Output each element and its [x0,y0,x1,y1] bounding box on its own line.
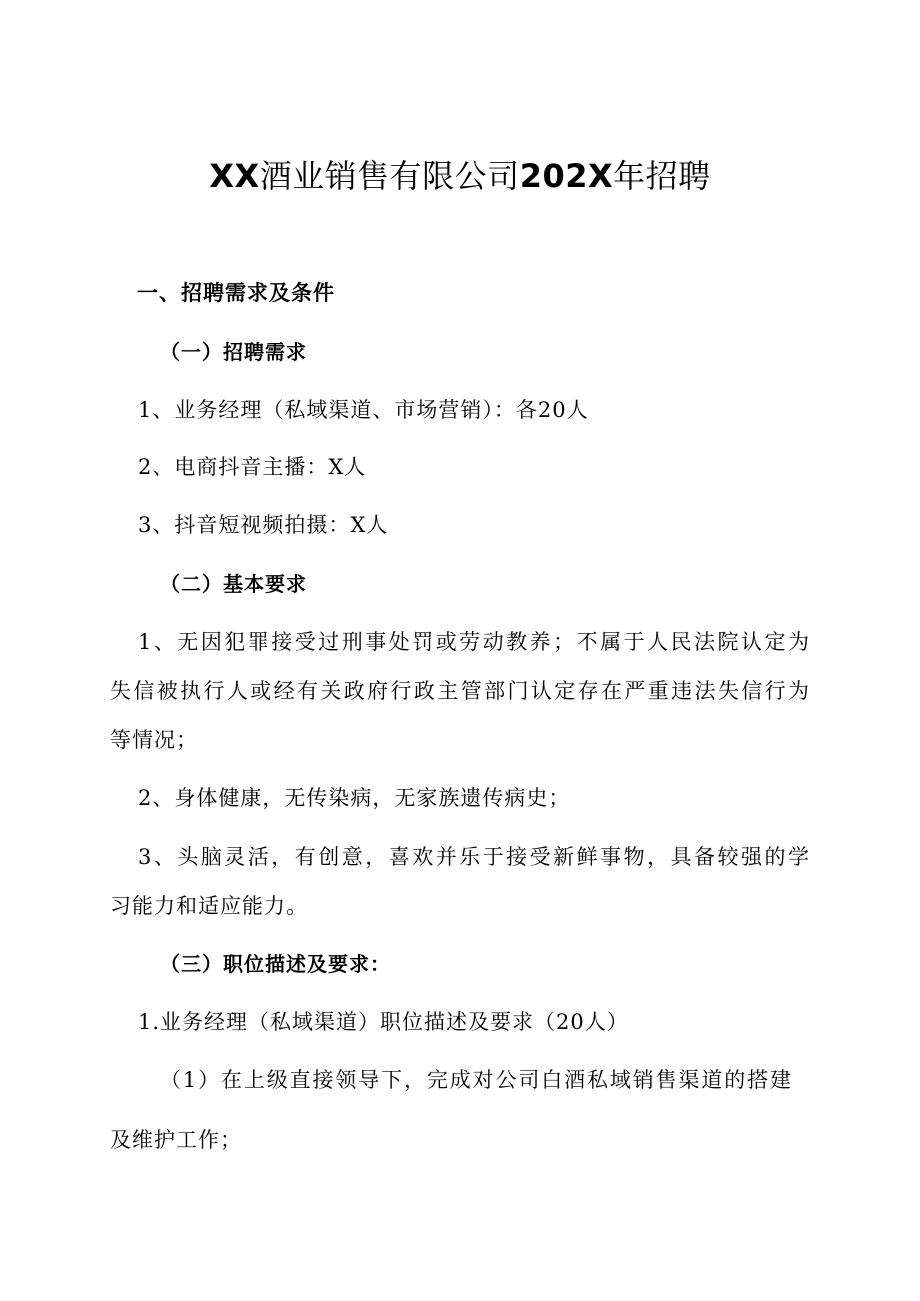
requirement-1-line-2: 失信被执行人或经有关政府行政主管部门认定存在严重违法失信行为 [110,679,810,703]
title-part-recruit: 年招聘 [613,157,711,195]
demand-item: 2、电商抖音主播：X人 [138,455,367,479]
title-part-company: 酒业销售有限公司 [259,157,520,195]
section1-heading: 一、招聘需求及条件 [137,281,335,305]
requirement-1-line-1: 1、无因犯罪接受过刑事处罚或劳动教养；不属于人民法院认定为 [138,630,810,654]
requirement-3-line-1: 3、头脑灵活，有创意，喜欢并乐于接受新鲜事物，具备较强的学 [138,845,810,869]
sub3-heading: （三）职位描述及要求： [160,952,391,976]
page-title [0,156,920,196]
title-part-year: 202X [519,157,614,195]
requirement-3-line-2: 习能力和适应能力。 [110,894,308,918]
demand-item: 1、业务经理（私域渠道、市场营销）：各20人 [138,398,589,422]
sub2-heading: （二）基本要求 [160,572,307,596]
sub1-heading: （一）招聘需求 [160,340,307,364]
duty-1-line-1: （1）在上级直接领导下，完成对公司白酒私域销售渠道的搭建 [160,1068,792,1092]
demand-item: 3、抖音短视频拍摄：X人 [138,513,389,537]
position-1-heading: 1.业务经理（私域渠道）职位描述及要求（20人） [138,1010,629,1034]
title-part-xx: XX [209,157,260,195]
duty-1-line-2: 及维护工作； [110,1128,242,1152]
requirement-1-line-3: 等情况； [110,728,198,752]
requirement-2: 2、身体健康，无传染病，无家族遗传病史； [138,786,571,810]
